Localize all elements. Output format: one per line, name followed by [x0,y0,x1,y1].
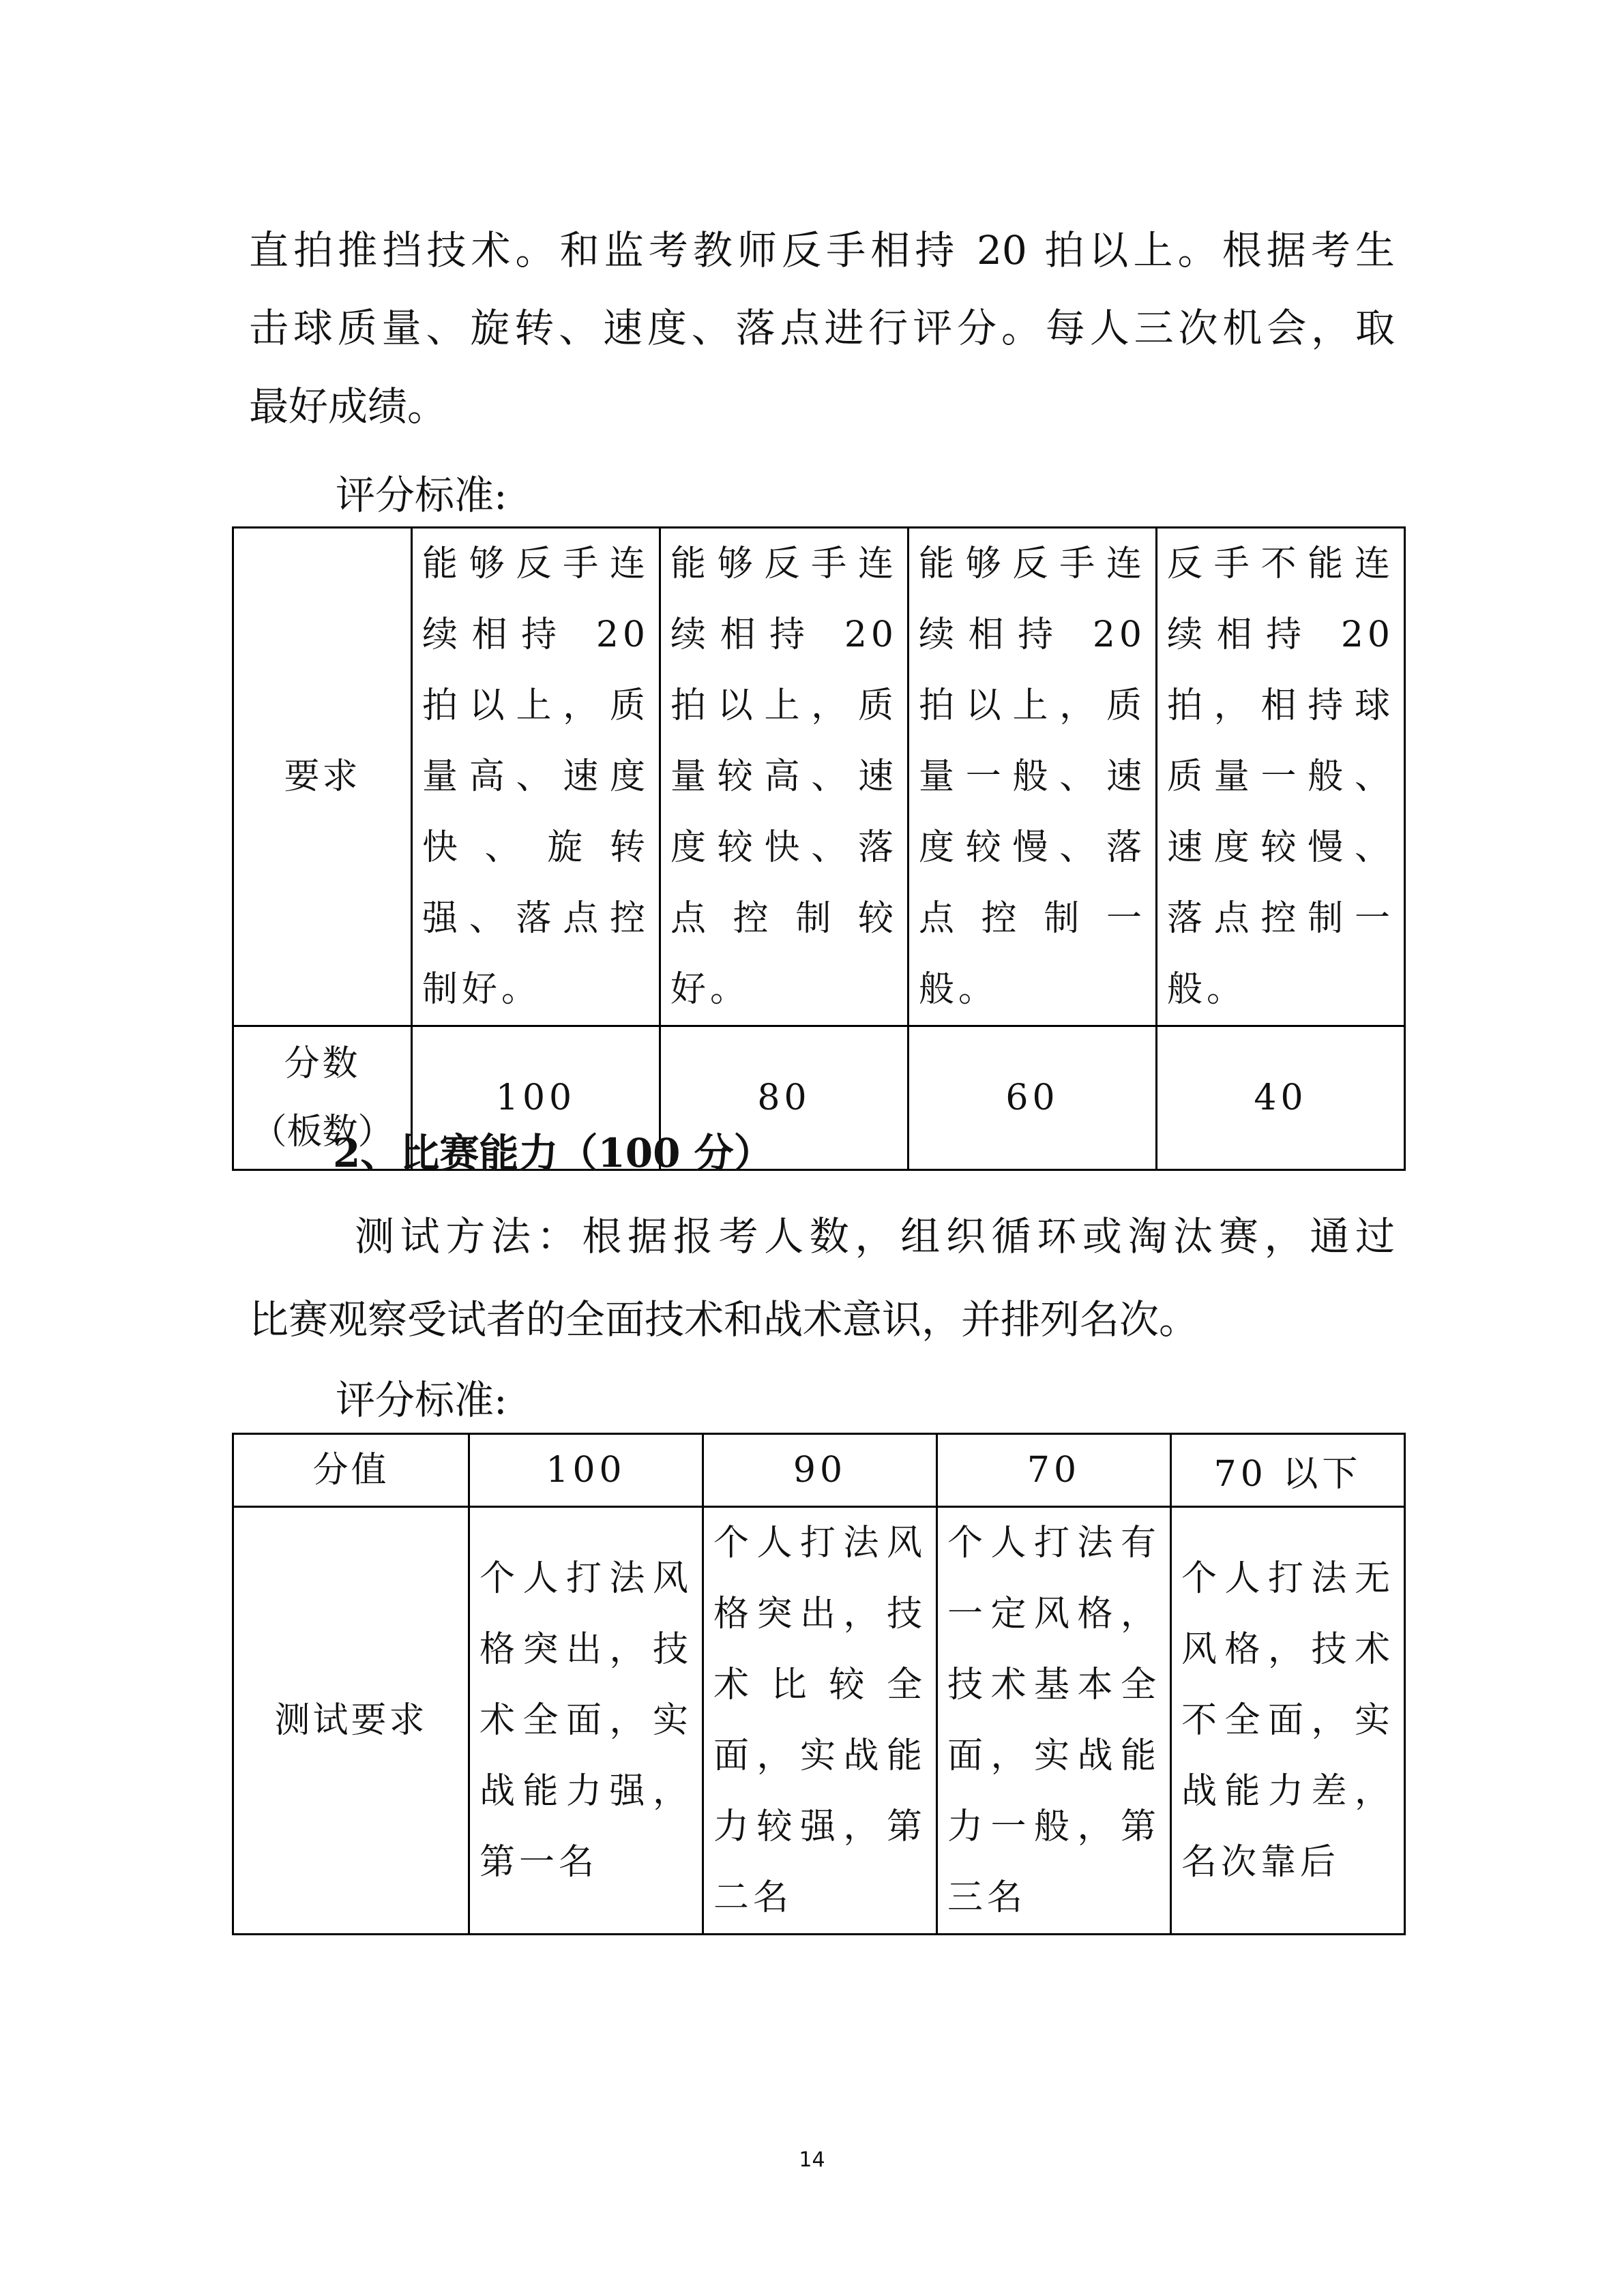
criteria-label-1: 评分标准: [336,472,507,518]
table1-requirement-cell-4 [1157,528,1405,1026]
score-value-2: 80 [757,1077,811,1118]
table2-value-cell-4 [1171,1434,1405,1507]
value-header-label: 分值 [312,1450,389,1491]
table1-requirement-cell-1 [412,528,660,1026]
table1-requirement-cell-2 [660,528,909,1026]
method-line-2: 比赛观察受试者的全面技术和战术意识，并排列名次。 [249,1296,1199,1343]
requirement-text-2: 能够反手连续相持 20 拍以上，质量较高、速度较快、落点控制较好。 [670,543,898,1010]
table2-requirement-row [233,1507,1405,1935]
section2-heading: 2、比赛能力（100 分） [333,1130,773,1176]
page-number: 14 [799,2148,825,2172]
table2-header-label-cell [233,1434,469,1507]
table2-requirement-cell-3 [937,1507,1171,1935]
table2-value-cell-1 [469,1434,703,1507]
table2-requirement-cell-1 [469,1507,703,1935]
score-label-line-1: 分数 [284,1043,361,1084]
intro-line-3: 最好成绩。 [249,383,447,430]
table2-value-cell-2 [703,1434,937,1507]
score-value-3: 60 [1005,1077,1059,1118]
table1-requirement-row [233,528,1405,1026]
score-value-4: 40 [1254,1077,1308,1118]
table2-value-cell-3 [937,1434,1171,1507]
table2-requirement-cell-2 [703,1507,937,1935]
requirement-label: 要求 [284,756,361,797]
test-requirement-text-2: 个人打法风格突出，技术比较全面，实战能力较强，第二名 [713,1523,926,1918]
requirement-text-4: 反手不能连续相持 20 拍，相持球质量一般、速度较慢、落点控制一般。 [1167,543,1394,1010]
test-requirement-text-4: 个人打法无风格，技术不全面，实战能力差，名次靠后 [1181,1558,1394,1883]
intro-line-2: 击球质量、旋转、速度、落点进行评分。每人三次机会，取 [249,305,1395,351]
table2-requirement-cell-4 [1171,1507,1405,1935]
scoring-table-1 [232,526,1406,1171]
test-requirement-text-1: 个人打法风格突出，技术全面，实战能力强，第一名 [479,1558,692,1883]
score-label-line-2: （板数） [251,1112,394,1152]
value-2: 90 [793,1450,847,1491]
table1-requirement-cell-3 [909,528,1157,1026]
requirement-text-3: 能够反手连续相持 20 拍以上，质量一般、速度较慢、落点控制一般。 [919,543,1146,1010]
value-4: 70 以下 [1213,1453,1362,1495]
table1-row-label-requirement [233,528,412,1026]
table2-header-row [233,1434,1405,1507]
scoring-table-2 [232,1433,1406,1935]
requirement-text-1: 能够反手连续相持 20 拍以上，质量高、速度快、旋转强、落点控制好。 [422,543,649,1010]
intro-line-1: 直拍推挡技术。和监考教师反手相持 20 拍以上。根据考生 [249,227,1395,273]
test-requirement-label: 测试要求 [274,1700,428,1741]
score-value-1: 100 [495,1077,576,1118]
test-requirement-text-3: 个人打法有一定风格，技术基本全面，实战能力一般，第三名 [947,1523,1160,1918]
method-line-1: 测试方法：根据报考人数，组织循环或淘汰赛，通过 [355,1213,1395,1259]
value-1: 100 [546,1450,626,1491]
value-3: 70 [1027,1450,1081,1491]
table2-row-label-cell [233,1507,469,1935]
criteria-label-2: 评分标准: [336,1377,507,1423]
